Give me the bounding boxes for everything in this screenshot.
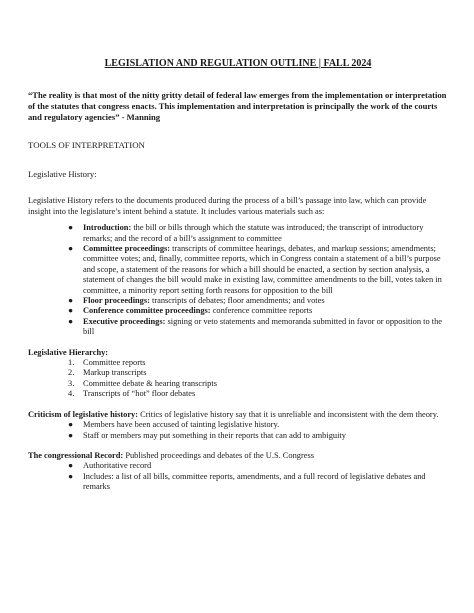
list-item xyxy=(28,317,448,338)
criticism-text: Critics of legislative history say that it is unreliable and inconsistent with the dem theory. xyxy=(138,409,439,419)
list-text: Transcripts of “hot” floor debates xyxy=(83,389,196,399)
congressional-record-paragraph xyxy=(28,451,448,461)
list-number: 3. xyxy=(68,378,75,388)
opening-quote xyxy=(28,90,448,122)
criticism-heading: Criticism of legislative history: xyxy=(28,409,139,419)
bullet-icon: ● xyxy=(68,420,74,430)
legislative-history-list xyxy=(28,223,448,337)
item-term: Introduction: xyxy=(83,223,132,233)
tools-heading: TOOLS OF INTERPRETATION xyxy=(28,140,145,151)
list-item xyxy=(28,306,448,316)
bullet-icon: ● xyxy=(68,223,74,233)
hierarchy-heading: Legislative Hierarchy: xyxy=(28,347,109,357)
list-text: Markup transcripts xyxy=(83,368,147,378)
list-item xyxy=(28,431,448,441)
document-title: LEGISLATION AND REGULATION OUTLINE | FALL 2024 xyxy=(104,58,372,69)
list-item xyxy=(28,420,448,430)
list-text: Staff or members may put something in their reports that can add to ambiguity xyxy=(83,430,346,440)
item-term: Conference committee proceedings: xyxy=(83,306,211,316)
list-item xyxy=(28,389,448,399)
item-term: Executive proceedings: xyxy=(83,316,166,326)
list-item xyxy=(28,461,448,471)
bullet-icon: ● xyxy=(68,471,74,481)
item-desc: the bill or bills through which the statute was introduced; the transcript of introductory remarks; and the record of a bill’s assignment to committee xyxy=(83,223,424,243)
list-text: Includes: a list of all bills, committee reports, amendments, and a full record of legislative debates and remarks xyxy=(83,471,426,492)
document-page xyxy=(28,58,448,493)
legislative-history-heading: Legislative History: xyxy=(28,169,97,180)
list-item xyxy=(28,379,448,389)
criticism-list xyxy=(28,420,448,441)
congressional-record-text: Published proceedings and debates of the U.S. Congress xyxy=(123,450,314,460)
list-number: 4. xyxy=(68,389,75,399)
list-item xyxy=(28,358,448,368)
bullet-icon: ● xyxy=(68,316,74,326)
congressional-record-list xyxy=(28,461,448,492)
criticism-paragraph xyxy=(28,410,448,420)
list-item xyxy=(28,223,448,244)
item-desc: transcripts of committee hearings, debates, and markup sessions; amendments; committee votes; and, finally, committee reports, which in Congress contain a statement of a bill’s purpose and scope, a statement of the reasons for which a bill should be enacted, a section by section analysis, a statement of changes the bill would make in existing law, committee amendments to the bill, votes taken in committee, a minority report setting forth reasons for opposition to the bill xyxy=(83,244,442,295)
hierarchy-list xyxy=(28,358,448,400)
list-item xyxy=(28,244,448,296)
quote-attribution: - Manning xyxy=(119,111,161,122)
list-text: Committee reports xyxy=(83,358,146,368)
item-term: Committee proceedings: xyxy=(83,244,171,254)
list-number: 1. xyxy=(68,358,75,368)
list-item xyxy=(28,296,448,306)
list-item xyxy=(28,472,448,493)
bullet-icon: ● xyxy=(68,306,74,316)
list-text: Members have been accused of tainting legislative history. xyxy=(83,420,280,430)
bullet-icon: ● xyxy=(68,296,74,306)
list-text: Authoritative record xyxy=(83,461,152,471)
item-desc: signing or veto statements and memoranda submitted in favor or opposition to the bill xyxy=(83,316,442,337)
list-item xyxy=(28,368,448,378)
congressional-record-heading: The congressional Record: xyxy=(28,450,124,460)
bullet-icon: ● xyxy=(68,244,74,254)
bullet-icon: ● xyxy=(68,461,74,471)
item-desc: transcripts of debates; floor amendments; and votes xyxy=(149,296,325,306)
quote-text: “The reality is that most of the nitty gritty detail of federal law emerges from the implementation or interpretation of the statutes that congress enacts. This implementation and interpretation is principally the work of the courts and regulatory agencies” xyxy=(28,90,447,122)
item-term: Floor proceedings: xyxy=(83,296,150,306)
legislative-history-intro: Legislative History refers to the documents produced during the process of a bill’s passage into law, which can provide insight into the legislature’s intent behind a statute. It includes various materials such as: xyxy=(28,196,427,216)
bullet-icon: ● xyxy=(68,430,74,440)
list-text: Committee debate & hearing transcripts xyxy=(83,378,217,388)
item-desc: conference committee reports xyxy=(210,306,313,316)
list-number: 2. xyxy=(68,368,75,378)
